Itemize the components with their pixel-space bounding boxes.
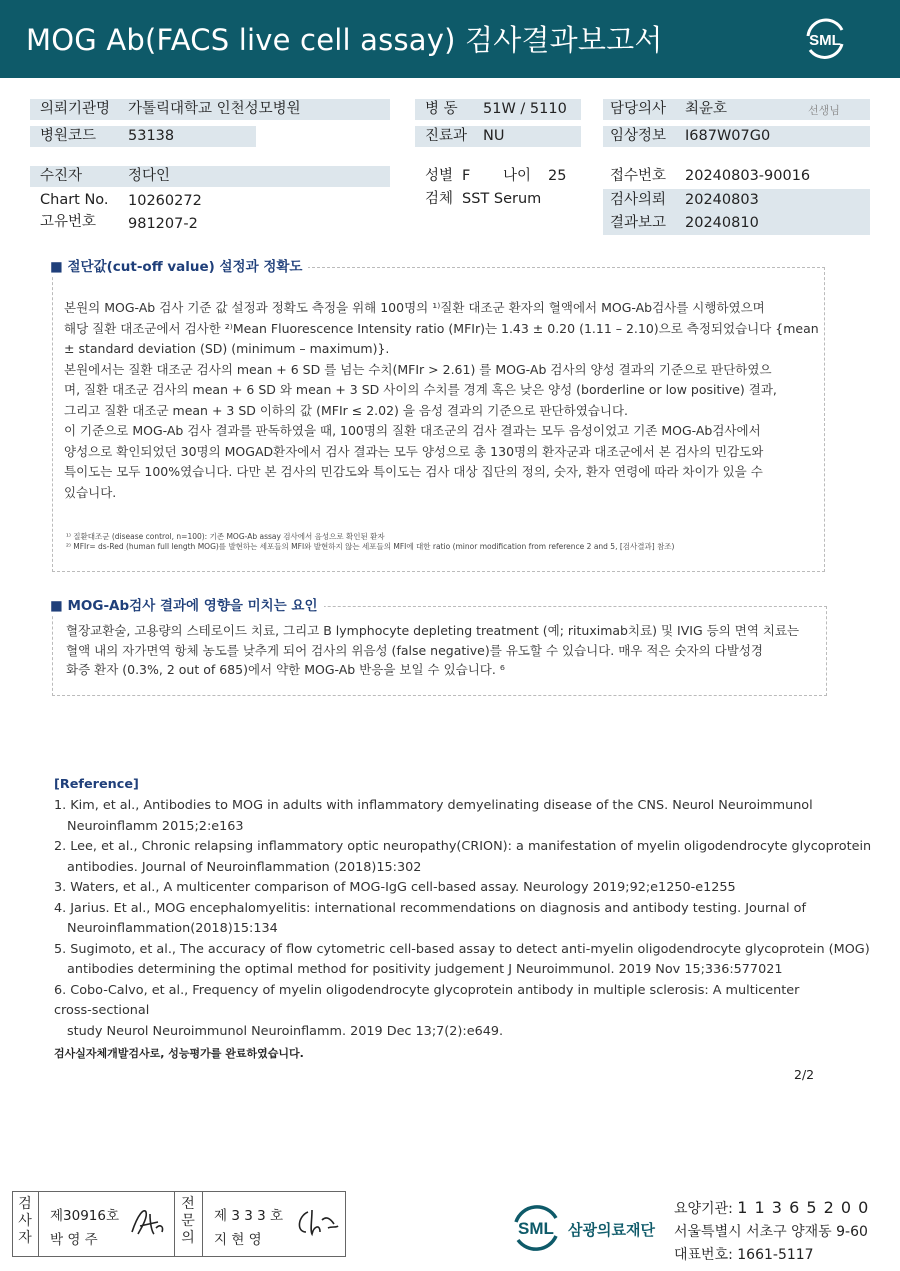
doctor-value: 최윤호 <box>685 101 728 117</box>
chart-value: 10260272 <box>128 193 202 209</box>
footnote: ¹⁾ 질환대조군 (disease control, n=100): 기존 MOG-Ab assay 검사에서 음성으로 확인된 환자 <box>66 532 385 541</box>
svg-text:SML: SML <box>518 1219 554 1238</box>
receipt-value: 20240803-90016 <box>685 168 811 184</box>
cutoff-line: 그리고 질환 대조군 mean + 3 SD 이하의 값 (MFIr ≤ 2.02) 을 음성 결과의 기준으로 판단하였습니다. <box>64 402 629 418</box>
institution-number-label: 요양기관: <box>674 1201 738 1217</box>
footer-address: 서울특별시 서초구 양재동 9-60 <box>674 1224 868 1240</box>
clinical-value: I687W07G0 <box>685 128 771 144</box>
specimen-value: SST Serum <box>462 191 542 207</box>
reference-line: Neuroinflammation(2018)15:134 <box>67 921 278 936</box>
hospital-code-value: 53138 <box>128 128 175 144</box>
phone-label: 대표번호: <box>674 1247 738 1263</box>
cutoff-line: 이 기준으로 MOG-Ab 검사 결과를 판독하였을 때, 100명의 질환 대조군의 검사 결과는 모두 음성이었고 기존 MOG-Ab검사에서 <box>64 423 761 438</box>
sex-value: F <box>462 168 471 184</box>
factors-line: 혈액 내의 자가면역 항체 농도를 낮추게 되어 검사의 위음성 (false negative)를 유도할 수 있습니다. 매우 적은 숫자의 다발성경 <box>66 642 763 658</box>
cutoff-line: 있습니다. <box>64 484 117 500</box>
examiner-name: 박 영 주 <box>50 1232 98 1248</box>
unique-label: 고유번호 <box>40 214 97 230</box>
cutoff-line: 해당 질환 대조군에서 검사한 ²⁾Mean Fluorescence Intensity ratio (MFIr)는 1.43 ± 0.20 (1.11 – 2.10)으로 측정되었습니다 {mean <box>64 320 819 336</box>
chart-label: Chart No. <box>40 192 109 208</box>
specialist-name: 지 현 영 <box>214 1232 262 1248</box>
ward-label: 병 동 <box>425 101 458 117</box>
request-value: 20240803 <box>685 192 759 208</box>
examiner-no: 제30916호 <box>50 1208 120 1224</box>
validation-note: 검사실자체개발검사로, 성능평가를 완료하였습니다. <box>54 1047 304 1060</box>
reference-line: 5. Sugimoto, et al., The accuracy of flow cytometric cell-based assay to detect anti-myelin oligodendrocyte glycoprotein (MOG) <box>54 941 870 957</box>
unique-value: 981207-2 <box>128 216 198 232</box>
reference-line: Neuroinflamm 2015;2:e163 <box>67 818 244 834</box>
cutoff-line: ± standard deviation (SD) (minimum – maximum)}. <box>64 341 390 356</box>
ward-value: 51W / 5110 <box>483 101 567 117</box>
footnotes <box>66 532 674 552</box>
divider <box>202 1191 203 1257</box>
sml-logo-icon <box>800 14 850 64</box>
factors-section-title: ■ MOG-Ab검사 결과에 영향을 미치는 요인 <box>50 597 324 615</box>
doctor-suffix: 선생님 <box>808 104 840 117</box>
specialist-label: 전문의 <box>181 1196 195 1246</box>
examiner-signature-icon <box>128 1204 168 1240</box>
page-number: 2/2 <box>794 1067 815 1082</box>
reference-line: study Neurol Neuroimmunol Neuroinflamm. 2019 Dec 13;7(2):e649. <box>67 1023 504 1039</box>
cutoff-line: 본원에서는 질환 대조군 검사의 mean + 6 SD 를 넘는 수치(MFIr > 2.61) 를 MOG-Ab 검사의 양성 결과의 기준으로 판단하였으 <box>64 361 772 377</box>
cutoff-line: 특이도는 모두 100%였습니다. 다만 본 검사의 민감도와 특이도는 검사 대상 집단의 정의, 숫자, 환자 연령에 따라 차이가 있을 수 <box>64 464 763 479</box>
specimen-label: 검체 <box>425 191 454 207</box>
footer-phone <box>674 1244 814 1264</box>
reference-line: 4. Jarius. Et al., MOG encephalomyelitis: international recommendations on diagnosis and antibody testing. Journal of <box>54 900 806 916</box>
age-value: 25 <box>548 168 567 184</box>
report-value: 20240810 <box>685 215 759 231</box>
reference-line: cross-sectional <box>54 1003 150 1018</box>
institution-number <box>674 1198 869 1218</box>
divider <box>174 1191 175 1257</box>
reference-line: antibodies determining the optimal method for positivity judgement J Neuroimmunol. 2019 Nov 15;336:577021 <box>67 962 783 977</box>
dept-label: 진료과 <box>425 128 468 144</box>
sml-footer-logo-icon <box>508 1200 564 1256</box>
recipient-row <box>30 166 390 187</box>
reference-line: 6. Cobo-Calvo, et al., Frequency of myelin oligodendrocyte glycoprotein antibody in multiple sclerosis: A multicenter <box>54 982 800 998</box>
sex-label: 성별 <box>425 168 454 184</box>
report-label: 결과보고 <box>610 215 667 231</box>
cutoff-line: 양성으로 확인되었던 30명의 MOGAD환자에서 검사 결과는 모두 양성으로 총 130명의 환자군과 대조군에서 본 검사의 민감도와 <box>64 443 764 459</box>
institution-label: 의뢰기관명 <box>40 101 111 117</box>
institution-value: 가톨릭대학교 인천성모병원 <box>128 101 301 117</box>
cutoff-section-body <box>64 298 819 503</box>
recipient-label: 수진자 <box>40 168 83 184</box>
recipient-value: 정다인 <box>128 168 171 184</box>
specialist-signature-icon <box>294 1206 340 1240</box>
reference-line: antibodies. Journal of Neuroinflammation (2018)15:302 <box>67 859 422 875</box>
examiner-label: 검사자 <box>18 1196 32 1246</box>
factors-line: 혈장교환술, 고용량의 스테로이드 치료, 그리고 B lymphocyte depleting treatment (예; rituximab치료) 및 IVIG 등의 면역 치료는 <box>66 623 800 638</box>
divider <box>38 1191 39 1257</box>
footnote: ²⁾ MFIr= ds-Red (human full length MOG)를 발현하는 세포들의 MFI와 발현하지 않는 세포들의 MFI에 대한 ratio (minor modification from reference 2 and 5, [검사결과] 참조) <box>66 542 675 551</box>
age-label: 나이 <box>503 168 532 184</box>
foundation-name: 삼광의료재단 <box>568 1221 655 1239</box>
specialist-no: 제 3 3 3 호 <box>214 1208 284 1224</box>
cutoff-section-title: ■ 절단값(cut-off value) 설정과 정확도 <box>50 258 308 276</box>
receipt-label: 접수번호 <box>610 168 667 184</box>
dept-value: NU <box>483 128 505 144</box>
phone-value: 1661-5117 <box>737 1247 814 1263</box>
institution-number-value: 1 1 3 6 5 2 0 0 <box>737 1198 870 1217</box>
report-title: MOG Ab(FACS live cell assay) 검사결과보고서 <box>26 23 663 57</box>
cutoff-line: 며, 질환 대조군 검사의 mean + 6 SD 와 mean + 3 SD 사이의 수치를 경계 혹은 낮은 양성 (borderline or low positive) 결과, <box>64 382 777 397</box>
reference-title: [Reference] <box>54 777 139 792</box>
factors-section-body <box>66 621 799 680</box>
svg-text:SML: SML <box>809 32 841 49</box>
hospital-code-label: 병원코드 <box>40 128 97 144</box>
factors-line: 화증 환자 (0.3%, 2 out of 685)에서 약한 MOG-Ab 반응을 보일 수 있습니다. ⁶ <box>66 662 505 677</box>
clinical-label: 임상정보 <box>610 128 667 144</box>
reference-line: 3. Waters, et al., A multicenter comparison of MOG-IgG cell-based assay. Neurology 2019;92;e1250-e1255 <box>54 880 736 895</box>
reference-line: 2. Lee, et al., Chronic relapsing inflammatory optic neuropathy(CRION): a manifestation of myelin oligodendrocyte glycoprotein <box>54 839 872 854</box>
request-label: 검사의뢰 <box>610 192 667 208</box>
reference-list <box>54 796 871 1042</box>
cutoff-line: 본원의 MOG-Ab 검사 기준 값 설정과 정확도 측정을 위해 100명의 ¹⁾질환 대조군 환자의 혈액에서 MOG-Ab검사를 시행하였으며 <box>64 300 765 315</box>
reference-line: 1. Kim, et al., Antibodies to MOG in adults with inflammatory demyelinating disease of the CNS. Neurol Neuroimmunol <box>54 798 813 813</box>
doctor-label: 담당의사 <box>610 101 667 117</box>
